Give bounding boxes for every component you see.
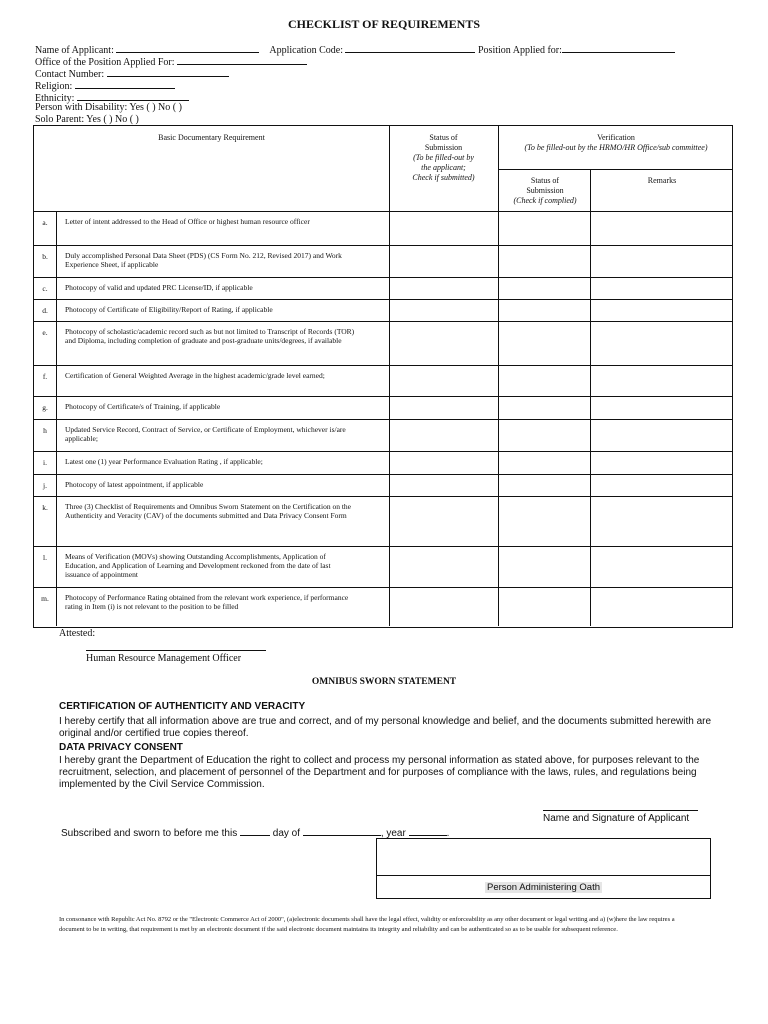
status-submission-cell[interactable] xyxy=(390,322,498,364)
position-applied-label: Position Applied for: xyxy=(477,45,562,56)
header-status xyxy=(391,133,496,183)
month-field[interactable] xyxy=(303,826,381,836)
verification-status-cell[interactable] xyxy=(499,420,590,450)
verification-status-cell[interactable] xyxy=(499,212,590,244)
header-status-note1: (To be filled-out by the applicant; xyxy=(413,153,474,172)
attested-label: Attested: xyxy=(59,628,96,639)
verification-status-cell[interactable] xyxy=(499,366,590,395)
name-of-applicant-label: Name of Applicant: xyxy=(35,45,114,56)
office-of-position-field[interactable] xyxy=(177,55,307,65)
contact-number-label: Contact Number: xyxy=(35,69,105,80)
verification-status-cell[interactable] xyxy=(499,300,590,320)
oath-label xyxy=(377,882,710,893)
year-field[interactable] xyxy=(409,826,447,836)
table-divider xyxy=(56,211,57,626)
verification-status-cell[interactable] xyxy=(499,497,590,545)
row-requirement-text: Photocopy of Certificate/s of Training, if applicable xyxy=(65,402,221,411)
row-requirement-text: Photocopy of Performance Rating obtained from the relevant work experience, if performance rating in Item (i) is not relevant to the position to be filled xyxy=(65,593,349,611)
remarks-cell[interactable] xyxy=(591,475,732,495)
row-letter: b. xyxy=(42,252,48,261)
religion-field[interactable] xyxy=(75,79,175,89)
pwd-line: Person with Disability: Yes ( ) No ( ) xyxy=(35,102,182,113)
row-requirement-text: Photocopy of latest appointment, if applicable xyxy=(65,480,204,489)
applicant-signature-line[interactable] xyxy=(543,810,698,811)
row-letter: g. xyxy=(42,403,48,412)
status-submission-cell[interactable] xyxy=(390,475,498,495)
remarks-cell[interactable] xyxy=(591,547,732,586)
row-requirement-text: Photocopy of valid and updated PRC License/ID, if applicable xyxy=(65,283,253,292)
verification-status-cell[interactable] xyxy=(499,452,590,473)
row-letter: i. xyxy=(43,458,47,467)
row-requirement-text: Means of Verification (MOVs) showing Outstanding Accomplishments, Application of Education, and Application of Learning and Development reckoned from the date of last issuance of appointment xyxy=(65,552,331,579)
application-code-label: Application Code: xyxy=(269,45,343,56)
header-v-status xyxy=(500,176,590,206)
remarks-cell[interactable] xyxy=(591,420,732,450)
status-submission-cell[interactable] xyxy=(390,588,498,625)
subscribed-text-3: , year xyxy=(380,828,406,839)
status-submission-cell[interactable] xyxy=(390,278,498,298)
row-requirement-text: Three (3) Checklist of Requirements and Omnibus Sworn Statement on the Certification on the Authenticity and Veracity (CAV) of the documents submitted and Data Privacy Consent Form xyxy=(65,502,351,520)
status-submission-cell[interactable] xyxy=(390,397,498,418)
row-requirement-text: Certification of General Weighted Average in the highest academic/grade level earned; xyxy=(65,371,325,380)
header-verification xyxy=(500,133,732,153)
remarks-cell[interactable] xyxy=(591,588,732,625)
oath-box xyxy=(376,838,711,899)
remarks-cell[interactable] xyxy=(591,300,732,320)
status-submission-cell[interactable] xyxy=(390,452,498,473)
verification-status-cell[interactable] xyxy=(499,475,590,495)
status-submission-cell[interactable] xyxy=(390,246,498,276)
table-divider xyxy=(498,169,732,170)
header-requirement: Basic Documentary Requirement xyxy=(158,133,265,142)
verification-status-cell[interactable] xyxy=(499,547,590,586)
omnibus-title: OMNIBUS SWORN STATEMENT xyxy=(311,677,457,687)
applicant-signature-label: Name and Signature of Applicant xyxy=(543,813,690,824)
remarks-cell[interactable] xyxy=(591,497,732,545)
verification-status-cell[interactable] xyxy=(499,246,590,276)
row-letter: d. xyxy=(42,306,48,315)
header-status-note2: Check if submitted) xyxy=(412,173,475,182)
ethnicity-field[interactable] xyxy=(77,91,189,101)
verification-status-cell[interactable] xyxy=(499,588,590,625)
hrmo-signature-line[interactable] xyxy=(86,650,266,651)
row-letter: j. xyxy=(43,481,47,490)
row-letter: f. xyxy=(42,372,48,381)
header-v-status-note: (Check if complied) xyxy=(513,196,577,205)
remarks-cell[interactable] xyxy=(591,366,732,395)
remarks-cell[interactable] xyxy=(591,397,732,418)
subscribed-text-2: day of xyxy=(272,828,301,839)
status-submission-cell[interactable] xyxy=(390,212,498,244)
status-submission-cell[interactable] xyxy=(390,300,498,320)
header-v-status-title: Status of Submission xyxy=(526,176,564,195)
cav-text: I hereby certify that all information above are true and correct, and of my personal knowledge and belief, and the documents submitted herewith are original and/or certified true copies thereof. xyxy=(59,716,712,739)
remarks-cell[interactable] xyxy=(591,246,732,276)
subscribed-line: Subscribed and sworn to before me this day of , year . xyxy=(61,828,450,839)
row-letter: m. xyxy=(41,594,49,603)
application-code-field[interactable] xyxy=(345,43,475,53)
remarks-cell[interactable] xyxy=(591,452,732,473)
contact-number-field[interactable] xyxy=(107,67,229,77)
page-title: CHECKLIST OF REQUIREMENTS xyxy=(287,17,481,31)
row-requirement-text: Photocopy of scholastic/academic record such as but not limited to Transcript of Records (TOR) and Diploma, including completion of graduate and post-graduate units/degrees, if available xyxy=(65,327,355,345)
header-remarks: Remarks xyxy=(647,176,677,185)
privacy-title: DATA PRIVACY CONSENT xyxy=(59,742,183,753)
hrmo-label: Human Resource Management Officer xyxy=(86,653,242,664)
ethnicity-label: Ethnicity: xyxy=(35,93,75,104)
header-verification-note: (To be filled-out by the HRMO/HR Office/sub committee) xyxy=(524,143,708,152)
oath-label-text: Person Administering Oath xyxy=(486,882,600,893)
row-requirement-text: Duly accomplished Personal Data Sheet (PDS) (CS Form No. 212, Revised 2017) and Work Experience Sheet, if applicable xyxy=(65,251,342,269)
status-submission-cell[interactable] xyxy=(390,420,498,450)
row-letter: a. xyxy=(42,218,48,227)
row-requirement-text: Photocopy of Certificate of Eligibility/Report of Rating, if applicable xyxy=(65,305,273,314)
verification-status-cell[interactable] xyxy=(499,278,590,298)
status-submission-cell[interactable] xyxy=(390,497,498,545)
privacy-text: I hereby grant the Department of Education the right to collect and process my personal information as stated above, for purposes relevant to the recruitment, selection, and placement of personnel of the Department and for purposes of compliance with the laws, rules, and regulations being implemented by the Civil Service Commission. xyxy=(59,755,700,790)
remarks-cell[interactable] xyxy=(591,278,732,298)
cav-title: CERTIFICATION OF AUTHENTICITY AND VERACITY xyxy=(59,701,306,712)
status-submission-cell[interactable] xyxy=(390,547,498,586)
header-verification-title: Verification xyxy=(597,133,635,142)
row-letter: e. xyxy=(42,328,48,337)
solo-parent-line: Solo Parent: Yes ( ) No ( ) xyxy=(35,114,139,125)
remarks-cell[interactable] xyxy=(591,322,732,364)
row-letter: l. xyxy=(43,553,47,562)
row-requirement-text: Updated Service Record, Contract of Service, or Certificate of Employment, whichever is/are applicable; xyxy=(65,425,346,443)
verification-status-cell[interactable] xyxy=(499,397,590,418)
header-status-title: Status of Submission xyxy=(424,133,463,152)
position-applied-field[interactable] xyxy=(562,43,675,53)
requirements-table xyxy=(33,125,733,628)
row-requirement-text: Latest one (1) year Performance Evaluation Rating , if applicable; xyxy=(65,457,263,466)
day-field[interactable] xyxy=(240,826,270,836)
row-letter: k. xyxy=(42,503,48,512)
name-of-applicant-field[interactable] xyxy=(116,43,259,53)
verification-status-cell[interactable] xyxy=(499,322,590,364)
oath-divider xyxy=(377,875,710,876)
office-of-position-label: Office of the Position Applied For: xyxy=(35,57,175,68)
remarks-cell[interactable] xyxy=(591,212,732,244)
religion-label: Religion: xyxy=(35,81,73,92)
row-requirement-text: Letter of intent addressed to the Head of Office or highest human resource officer xyxy=(65,217,310,226)
subscribed-text-1: Subscribed and sworn to before me this xyxy=(61,828,238,839)
row-letter: h xyxy=(43,426,47,435)
row-letter: c. xyxy=(42,284,48,293)
footnote: In consonance with Republic Act No. 8792 or the "Electronic Commerce Act of 2000", (a)electronic documents shall have the legal effect, validity or enforceability as any other document or legal writing and a) (w)here the law requires a document to be in writing, that requirement is met by an electronic document if the said electronic document maintains its integrity and reliability and can be authenticated so as to be usable for subsequent reference. xyxy=(59,916,675,933)
status-submission-cell[interactable] xyxy=(390,366,498,395)
